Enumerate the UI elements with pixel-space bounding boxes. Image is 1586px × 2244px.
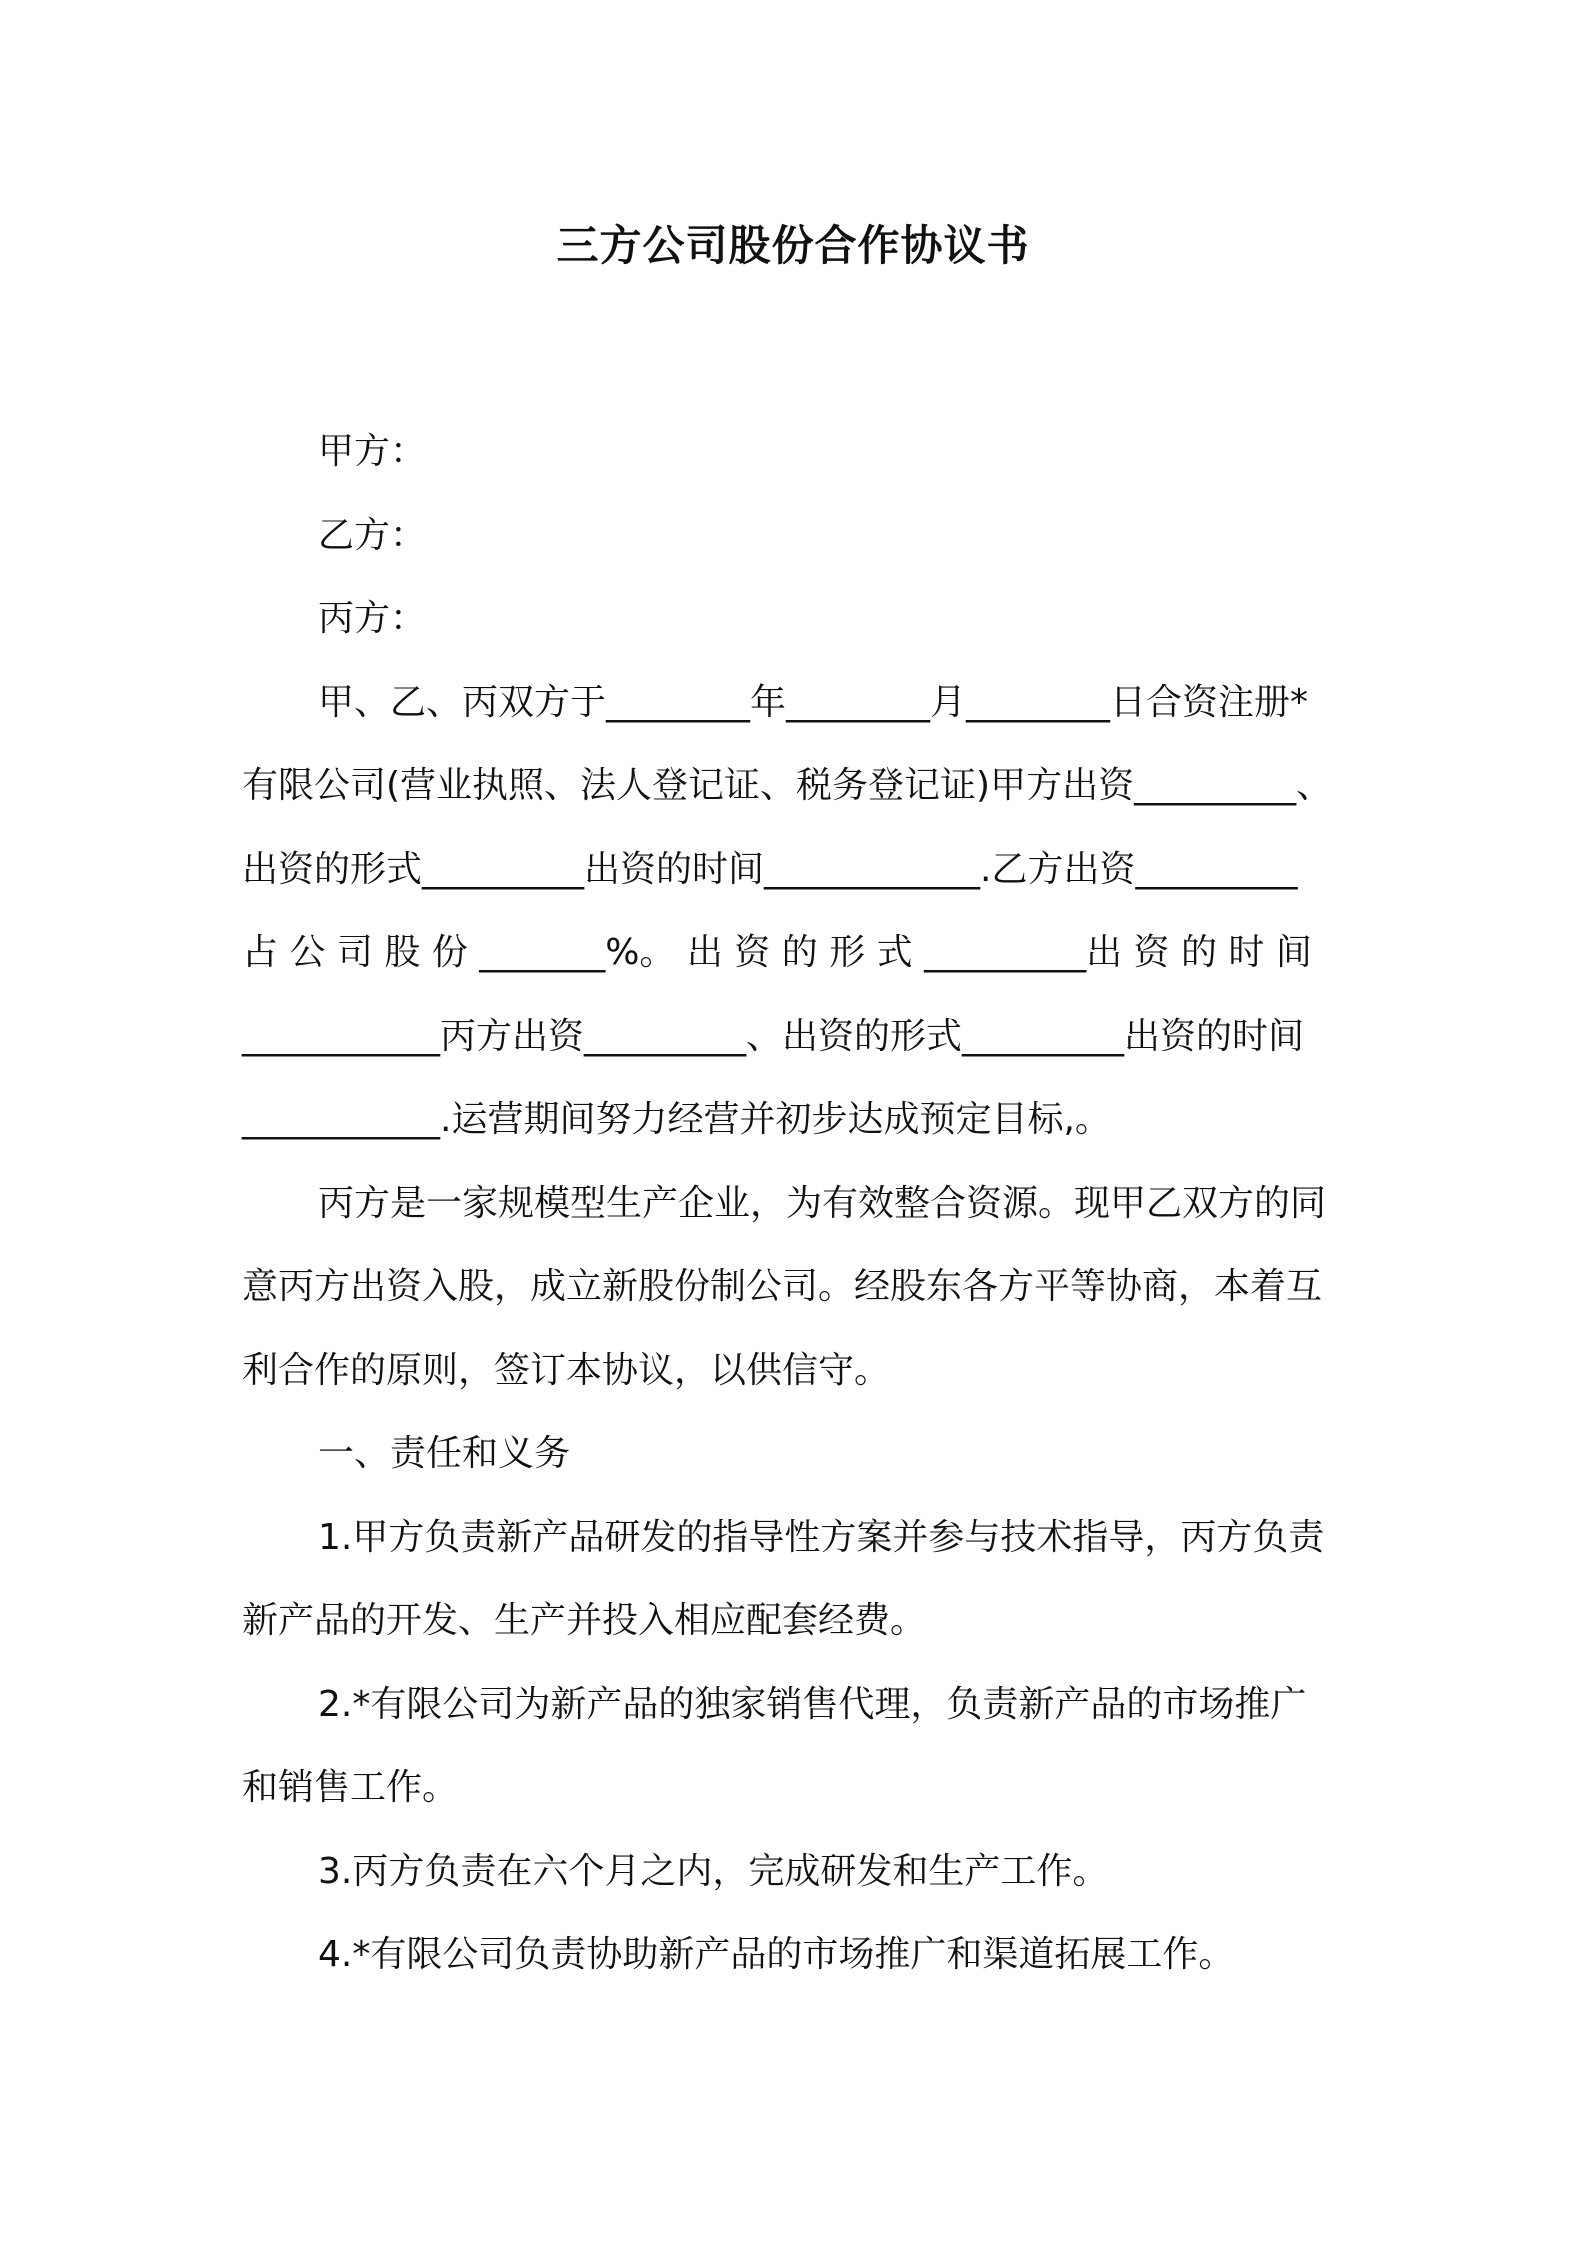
clause-1-line-1: 1.甲方负责新产品研发的指导性方案并参与技术指导，丙方负责 bbox=[318, 1516, 1325, 1558]
clause-1-line-2: 新产品的开发、生产并投入相应配套经费。 bbox=[242, 1600, 927, 1641]
background-line-2: 意丙方出资入股，成立新股份制公司。经股东各方平等协商，本着互 bbox=[242, 1266, 1323, 1307]
party-a-label: 甲方： bbox=[318, 431, 427, 472]
intro-line-4: 占 公 司 股 份 _______%。 出 资 的 形 式 _________出 资 的 时 间 bbox=[242, 932, 1312, 973]
clause-4: 4.*有限公司负责协助新产品的市场推广和渠道拓展工作。 bbox=[318, 1934, 1235, 1975]
clause-2-line-1: 2.*有限公司为新产品的独家销售代理，负责新产品的市场推广 bbox=[318, 1683, 1307, 1725]
document-body bbox=[242, 410, 1350, 1997]
intro-line-2: 有限公司(营业执照、法人登记证、税务登记证)甲方出资_________、 bbox=[242, 765, 1333, 806]
intro-line-1: 甲、乙、丙双方于________年________月________日合资注册* bbox=[318, 681, 1309, 723]
clause-2-line-2: 和销售工作。 bbox=[242, 1767, 459, 1808]
party-b-label: 乙方： bbox=[318, 514, 427, 556]
intro-line-3: 出资的形式_________出资的时间____________.乙方出资_________ bbox=[242, 848, 1298, 890]
clause-3: 3.丙方负责在六个月之内，完成研发和生产工作。 bbox=[318, 1850, 1109, 1892]
background-line-3: 利合作的原则，签订本协议，以供信守。 bbox=[242, 1349, 891, 1391]
intro-line-5: ___________丙方出资_________、出资的形式_________出资的时间 bbox=[242, 1015, 1305, 1057]
background-line-1: 丙方是一家规模型生产企业，为有效整合资源。现甲乙双方的同 bbox=[318, 1182, 1327, 1224]
intro-line-6: ___________.运营期间努力经营并初步达成预定目标,。 bbox=[242, 1099, 1111, 1140]
party-c-label: 丙方： bbox=[318, 598, 427, 639]
document-title: 三方公司股份合作协议书 bbox=[556, 221, 1030, 270]
section-1-heading: 一、责任和义务 bbox=[318, 1433, 571, 1474]
